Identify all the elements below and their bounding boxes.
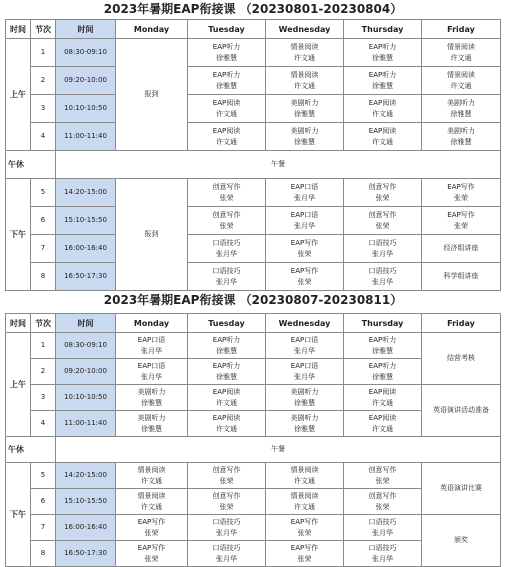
- period-number: 6: [31, 489, 56, 515]
- schedule-title-week1: 2023年暑期EAP衔接课 （20230801-20230804）: [103, 2, 403, 16]
- column-header: Tuesday: [188, 20, 266, 39]
- column-header: 时间: [56, 20, 116, 39]
- cell-text: 口语技巧: [212, 543, 241, 552]
- table-row: [6, 95, 501, 123]
- course-cell: [266, 67, 344, 95]
- cell-text: 美剧听力: [137, 413, 166, 422]
- period-label-noon: 午休: [6, 437, 56, 463]
- cell-text: 张荣: [454, 193, 468, 202]
- cell-text: EAP听力: [212, 335, 241, 344]
- cell-text: 情景阅读: [290, 465, 319, 474]
- time-cell: 15:10-15:50: [56, 489, 116, 515]
- cell-text: 徐雅慧: [141, 398, 162, 407]
- cell-text: 张荣: [375, 221, 390, 230]
- cell-text: 徐雅慧: [216, 81, 237, 90]
- period-label-noon: 午休: [6, 151, 56, 179]
- cell-text: EAP听力: [368, 70, 397, 79]
- course-cell: [422, 67, 501, 95]
- course-cell: [344, 263, 422, 291]
- monday-checkin-cell: 报到: [116, 179, 188, 291]
- course-cell: [188, 263, 266, 291]
- cell-text: EAP写作: [290, 238, 319, 247]
- course-cell: [344, 489, 422, 515]
- cell-text: EAP阅读: [212, 98, 241, 107]
- cell-text: 张月华: [372, 554, 393, 563]
- time-cell: 08:30-09:10: [56, 39, 116, 67]
- cell-text: EAP阅读: [212, 387, 241, 396]
- course-cell: [344, 515, 422, 541]
- course-cell: [188, 385, 266, 411]
- course-cell: [266, 123, 344, 151]
- cell-text: 张月华: [294, 346, 315, 355]
- column-header: Wednesday: [266, 314, 344, 333]
- cell-text: EAP口语: [137, 335, 166, 344]
- cell-text: 徐雅慧: [216, 53, 237, 62]
- course-cell: [188, 235, 266, 263]
- course-cell: [422, 207, 501, 235]
- cell-text: EAP阅读: [212, 126, 241, 135]
- cell-text: EAP阅读: [368, 126, 397, 135]
- cell-text: 张月华: [216, 249, 237, 258]
- cell-text: EAP阅读: [212, 413, 241, 422]
- course-cell: [266, 463, 344, 489]
- period-number: 3: [31, 385, 56, 411]
- cell-text: EAP听力: [212, 361, 241, 370]
- cell-text: 情景阅读: [447, 70, 475, 79]
- schedule-table-week2: [5, 313, 501, 567]
- course-cell: [116, 333, 188, 359]
- cell-text: 美剧听力: [290, 126, 319, 135]
- course-cell: [422, 39, 501, 67]
- course-cell: [266, 333, 344, 359]
- cell-text: 张荣: [454, 221, 468, 230]
- cell-text: 徐雅慧: [372, 372, 393, 381]
- cell-text: 口语技巧: [368, 543, 397, 552]
- friday-event-cell: 结营考核: [422, 333, 501, 385]
- schedule-table-week1: [5, 19, 501, 291]
- course-cell: [188, 411, 266, 437]
- cell-text: 张月华: [141, 372, 162, 381]
- course-cell: [266, 489, 344, 515]
- table-row: [6, 385, 501, 411]
- course-cell: [188, 489, 266, 515]
- cell-text: 许文通: [216, 109, 237, 118]
- period-label-afternoon: 下午: [6, 179, 31, 291]
- cell-text: 张月华: [294, 372, 315, 381]
- cell-text: EAP听力: [368, 335, 397, 344]
- column-header: Friday: [422, 20, 501, 39]
- time-cell: 11:00-11:40: [56, 123, 116, 151]
- cell-text: 许文通: [372, 424, 393, 433]
- course-cell: [116, 515, 188, 541]
- cell-text: 徐雅慧: [216, 346, 237, 355]
- cell-text: 许文通: [141, 476, 162, 485]
- course-cell: [188, 179, 266, 207]
- lunch-cell: 午餐: [56, 151, 501, 179]
- course-cell: [188, 95, 266, 123]
- header-row: [6, 20, 501, 39]
- column-header: Tuesday: [188, 314, 266, 333]
- cell-text: 许文通: [372, 398, 393, 407]
- cell-text: 张月华: [216, 554, 237, 563]
- cell-text: 张荣: [297, 554, 312, 563]
- course-cell: [188, 463, 266, 489]
- course-cell: [266, 235, 344, 263]
- cell-text: 徐雅慧: [372, 53, 393, 62]
- cell-text: 徐雅慧: [294, 424, 315, 433]
- cell-text: 美剧听力: [447, 126, 475, 135]
- period-number: 1: [31, 39, 56, 67]
- course-cell: [422, 95, 501, 123]
- cell-text: 美剧听力: [447, 98, 475, 107]
- cell-text: 徐雅慧: [294, 398, 315, 407]
- time-cell: 15:10-15:50: [56, 207, 116, 235]
- course-cell: [266, 263, 344, 291]
- cell-text: 许文通: [372, 109, 393, 118]
- lunch-cell: 午餐: [56, 437, 501, 463]
- cell-text: 张荣: [297, 277, 312, 286]
- table-row: [6, 123, 501, 151]
- cell-text: 张荣: [375, 193, 390, 202]
- course-cell: [422, 123, 501, 151]
- cell-text: 张荣: [297, 249, 312, 258]
- course-cell: [188, 67, 266, 95]
- period-number: 1: [31, 333, 56, 359]
- table-row: [6, 179, 501, 207]
- column-header: Thursday: [344, 20, 422, 39]
- cell-text: EAP写作: [447, 182, 475, 191]
- period-label-morning: 上午: [6, 333, 31, 437]
- cell-text: 张荣: [219, 193, 234, 202]
- time-cell: 16:00-16:40: [56, 515, 116, 541]
- cell-text: 许文通: [294, 81, 315, 90]
- cell-text: 徐雅慧: [141, 424, 162, 433]
- header-row: [6, 314, 501, 333]
- cell-text: 许文通: [450, 53, 472, 62]
- cell-text: EAP听力: [368, 361, 397, 370]
- column-header: Friday: [422, 314, 501, 333]
- period-label-afternoon: 下午: [6, 463, 31, 567]
- cell-text: 许文通: [141, 502, 162, 511]
- table-row: [6, 39, 501, 67]
- cell-text: 张月华: [294, 221, 315, 230]
- cell-text: 张月华: [216, 277, 237, 286]
- column-header: 时间: [6, 314, 31, 333]
- course-cell: [266, 359, 344, 385]
- course-cell: [344, 207, 422, 235]
- cell-text: 徐雅慧: [216, 372, 237, 381]
- cell-text: 情景阅读: [290, 70, 319, 79]
- course-cell: [188, 515, 266, 541]
- cell-text: 许文通: [294, 53, 315, 62]
- table-row: [6, 263, 501, 291]
- cell-text: EAP写作: [447, 210, 475, 219]
- course-cell: [344, 95, 422, 123]
- course-cell: [116, 463, 188, 489]
- cell-text: EAP口语: [290, 210, 319, 219]
- cell-text: EAP写作: [137, 543, 166, 552]
- cell-text: 许文通: [294, 476, 315, 485]
- cell-text: 许文通: [216, 424, 237, 433]
- cell-text: 美剧听力: [290, 98, 319, 107]
- cell-text: 创意写作: [368, 465, 397, 474]
- course-cell: [266, 515, 344, 541]
- cell-text: 口语技巧: [212, 517, 241, 526]
- friday-event-cell: 英语演讲比赛: [422, 463, 501, 515]
- period-label-morning: 上午: [6, 39, 31, 151]
- time-cell: 10:10-10:50: [56, 385, 116, 411]
- noon-row: [6, 437, 501, 463]
- cell-text: EAP听力: [212, 70, 241, 79]
- period-number: 7: [31, 515, 56, 541]
- course-cell: [116, 541, 188, 567]
- table-row: [6, 67, 501, 95]
- course-cell: [116, 359, 188, 385]
- time-cell: 09:20-10:00: [56, 359, 116, 385]
- cell-text: 徐雅慧: [372, 346, 393, 355]
- course-cell: [266, 207, 344, 235]
- cell-text: 张荣: [144, 554, 159, 563]
- cell-text: EAP阅读: [368, 387, 397, 396]
- course-cell: [344, 411, 422, 437]
- course-cell: [344, 359, 422, 385]
- monday-checkin-cell: 报到: [116, 39, 188, 151]
- course-cell: [266, 385, 344, 411]
- course-cell: [422, 235, 501, 263]
- cell-text: 许文通: [216, 398, 237, 407]
- cell-text: EAP口语: [290, 182, 319, 191]
- friday-event-cell: 颁奖: [422, 515, 501, 567]
- course-cell: [266, 411, 344, 437]
- period-number: 6: [31, 207, 56, 235]
- column-header: Monday: [116, 20, 188, 39]
- noon-row: [6, 151, 501, 179]
- time-cell: 16:00-16:40: [56, 235, 116, 263]
- cell-text: 张荣: [219, 221, 234, 230]
- cell-text: 许文通: [450, 81, 472, 90]
- cell-text: 美剧听力: [290, 387, 319, 396]
- table-row: [6, 463, 501, 489]
- cell-text: 张月华: [372, 277, 393, 286]
- column-header: Monday: [116, 314, 188, 333]
- cell-text: 张荣: [375, 476, 390, 485]
- cell-text: 张荣: [219, 502, 234, 511]
- cell-text: 创意写作: [368, 210, 397, 219]
- course-cell: [344, 123, 422, 151]
- cell-text: 创意写作: [212, 182, 241, 191]
- course-cell: [344, 333, 422, 359]
- course-cell: [266, 39, 344, 67]
- cell-text: 口语技巧: [368, 266, 397, 275]
- course-cell: [188, 333, 266, 359]
- cell-text: 美剧听力: [290, 413, 319, 422]
- time-cell: 16:50-17:30: [56, 263, 116, 291]
- cell-text: EAP听力: [212, 42, 241, 51]
- cell-text: 张月华: [141, 346, 162, 355]
- time-cell: 08:30-09:10: [56, 333, 116, 359]
- cell-text: EAP口语: [290, 335, 319, 344]
- cell-text: 创意写作: [212, 465, 241, 474]
- cell-text: EAP写作: [290, 517, 319, 526]
- cell-text: 徐雅慧: [372, 81, 393, 90]
- course-cell: [344, 463, 422, 489]
- cell-text: 口语技巧: [212, 266, 241, 275]
- cell-text: 许文通: [216, 137, 237, 146]
- cell-text: 张荣: [219, 476, 234, 485]
- cell-text: 口语技巧: [368, 238, 397, 247]
- course-cell: [344, 179, 422, 207]
- course-cell: [422, 179, 501, 207]
- friday-event-cell: 英语演讲活动准备: [422, 385, 501, 437]
- column-header: 节次: [31, 314, 56, 333]
- cell-text: 科学组讲座: [443, 272, 479, 280]
- cell-text: 情景阅读: [137, 465, 166, 474]
- cell-text: 经济组讲座: [443, 244, 479, 252]
- course-cell: [116, 385, 188, 411]
- cell-text: EAP写作: [290, 543, 319, 552]
- time-cell: 14:20-15:00: [56, 179, 116, 207]
- cell-text: 张荣: [375, 502, 390, 511]
- time-cell: 09:20-10:00: [56, 67, 116, 95]
- table-row: [6, 235, 501, 263]
- cell-text: 情景阅读: [290, 491, 319, 500]
- cell-text: 徐雅慧: [450, 109, 472, 118]
- column-header: 时间: [6, 20, 31, 39]
- column-header: 节次: [31, 20, 56, 39]
- period-number: 8: [31, 263, 56, 291]
- cell-text: 美剧听力: [137, 387, 166, 396]
- cell-text: 许文通: [372, 137, 393, 146]
- column-header: 时间: [56, 314, 116, 333]
- cell-text: 口语技巧: [368, 517, 397, 526]
- cell-text: EAP阅读: [368, 413, 397, 422]
- cell-text: 张月华: [294, 193, 315, 202]
- cell-text: 张月华: [372, 528, 393, 537]
- cell-text: 张月华: [372, 249, 393, 258]
- course-cell: [188, 123, 266, 151]
- period-number: 4: [31, 411, 56, 437]
- course-cell: [344, 541, 422, 567]
- course-cell: [344, 67, 422, 95]
- cell-text: 创意写作: [212, 491, 241, 500]
- course-cell: [344, 385, 422, 411]
- cell-text: EAP口语: [137, 361, 166, 370]
- course-cell: [188, 39, 266, 67]
- cell-text: EAP阅读: [368, 98, 397, 107]
- cell-text: 情景阅读: [447, 42, 475, 51]
- cell-text: EAP听力: [368, 42, 397, 51]
- period-number: 3: [31, 95, 56, 123]
- cell-text: 情景阅读: [290, 42, 319, 51]
- time-cell: 11:00-11:40: [56, 411, 116, 437]
- column-header: Wednesday: [266, 20, 344, 39]
- course-cell: [116, 489, 188, 515]
- course-cell: [188, 541, 266, 567]
- cell-text: EAP写作: [290, 266, 319, 275]
- column-header: Thursday: [344, 314, 422, 333]
- cell-text: 情景阅读: [137, 491, 166, 500]
- period-number: 2: [31, 359, 56, 385]
- cell-text: 张月华: [216, 528, 237, 537]
- period-number: 7: [31, 235, 56, 263]
- course-cell: [344, 235, 422, 263]
- period-number: 5: [31, 463, 56, 489]
- table-row: [6, 515, 501, 541]
- period-number: 5: [31, 179, 56, 207]
- cell-text: 徐雅慧: [450, 137, 472, 146]
- time-cell: 10:10-10:50: [56, 95, 116, 123]
- cell-text: 创意写作: [368, 491, 397, 500]
- period-number: 2: [31, 67, 56, 95]
- course-cell: [116, 411, 188, 437]
- cell-text: 张荣: [144, 528, 159, 537]
- time-cell: 14:20-15:00: [56, 463, 116, 489]
- cell-text: 创意写作: [212, 210, 241, 219]
- course-cell: [188, 359, 266, 385]
- table-row: [6, 333, 501, 359]
- cell-text: 创意写作: [368, 182, 397, 191]
- cell-text: 口语技巧: [212, 238, 241, 247]
- table-row: [6, 207, 501, 235]
- course-cell: [266, 95, 344, 123]
- course-cell: [422, 263, 501, 291]
- time-cell: 16:50-17:30: [56, 541, 116, 567]
- period-number: 8: [31, 541, 56, 567]
- cell-text: EAP口语: [290, 361, 319, 370]
- course-cell: [344, 39, 422, 67]
- cell-text: 许文通: [294, 502, 315, 511]
- cell-text: 徐雅慧: [294, 109, 315, 118]
- schedule-title-week2: 2023年暑期EAP衔接课 （20230807-20230811）: [103, 293, 403, 307]
- course-cell: [188, 207, 266, 235]
- cell-text: 徐雅慧: [294, 137, 315, 146]
- period-number: 4: [31, 123, 56, 151]
- course-cell: [266, 541, 344, 567]
- cell-text: EAP写作: [137, 517, 166, 526]
- cell-text: 张荣: [297, 528, 312, 537]
- course-cell: [266, 179, 344, 207]
